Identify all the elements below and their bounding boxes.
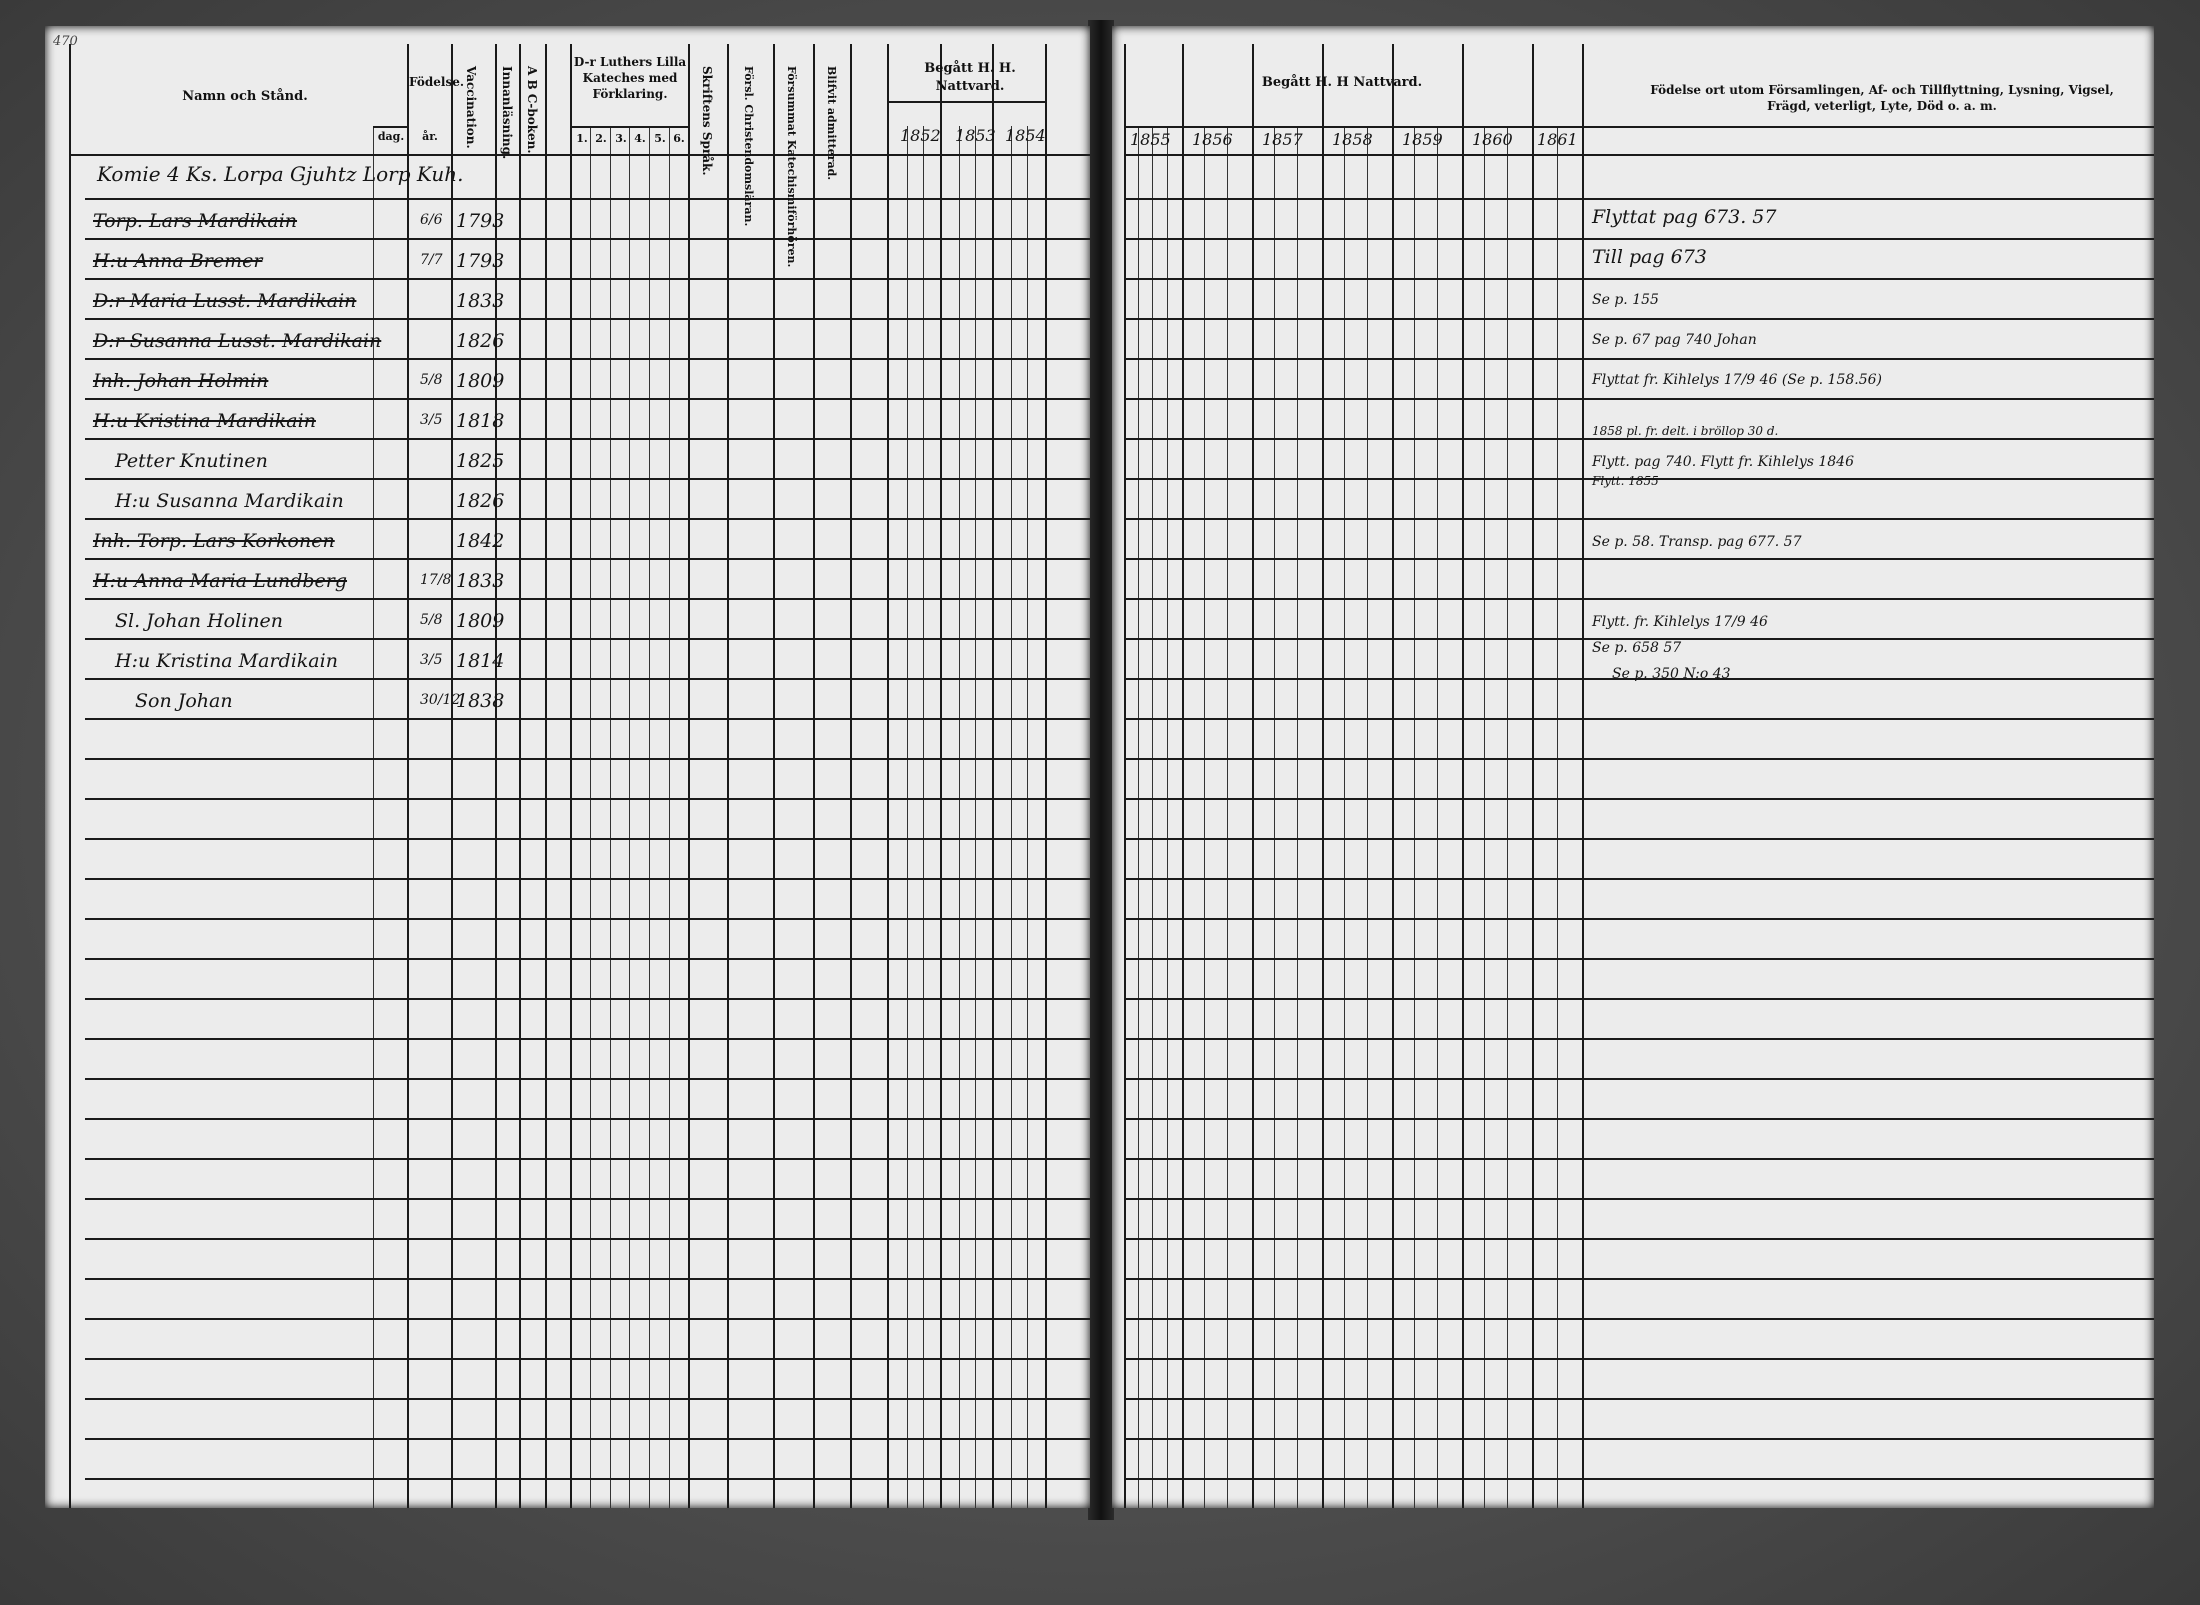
catechism-col-2: 2. — [595, 132, 607, 145]
remark: Till pag 673 — [1592, 246, 1707, 268]
remark: Flyttat fr. Kihlelys 17/9 46 (Se p. 158.56) — [1592, 372, 1883, 388]
remark: Se p. 658 57 — [1592, 640, 1682, 656]
header-vaccination: Vaccination. — [464, 66, 478, 149]
person-birth-year: 1838 — [456, 690, 505, 712]
person-name: H:u Kristina Mardikain — [115, 650, 338, 672]
person-birth-year: 1818 — [456, 410, 505, 432]
person-name: H:u Anna Maria Lundberg — [93, 570, 348, 592]
remark: Se p. 155 — [1592, 292, 1659, 308]
remark: 1858 pl. fr. delt. i bröllop 30 d. — [1592, 424, 1779, 438]
page-number: 470 — [53, 34, 78, 49]
person-birth-day: 3/5 — [420, 652, 443, 668]
header-birth-year: år. — [422, 130, 438, 143]
year-1861: 1861 — [1537, 130, 1578, 149]
catechism-col-6: 6. — [673, 132, 685, 145]
year-1859: 1859 — [1402, 130, 1443, 149]
remark: Se p. 67 pag 740 Johan — [1592, 332, 1757, 348]
header-communion-left: Begått H. H. Nattvard. — [924, 61, 1016, 94]
book-spine — [1088, 20, 1114, 1520]
person-name: Inh. Torp. Lars Korkonen — [93, 530, 335, 552]
header-birth-day: dag. — [377, 130, 405, 143]
person-birth-year: 1809 — [456, 370, 505, 392]
person-birth-year: 1793 — [456, 250, 505, 272]
header-luther-catechism: D-r Luthers Lilla Kateches med Förklaring. — [573, 55, 687, 102]
catechism-col-4: 4. — [634, 132, 646, 145]
person-name: Son Johan — [135, 690, 233, 712]
catechism-col-1: 1. — [576, 132, 588, 145]
remark: Flytt. fr. Kihlelys 17/9 46 — [1592, 614, 1768, 630]
header-missed-catechism: Försummat Katechismiförhören. — [785, 66, 798, 268]
person-birth-day: 6/6 — [420, 212, 443, 228]
year-1860: 1860 — [1472, 130, 1513, 149]
header-christendom: Försl. Christendomsläran. — [742, 66, 755, 227]
year-1853: 1853 — [955, 126, 996, 145]
person-name: H:u Susanna Mardikain — [115, 490, 344, 512]
person-birth-year: 1826 — [456, 490, 505, 512]
person-name: D:r Maria Lusst. Mardikain — [93, 290, 357, 312]
year-1852: 1852 — [900, 126, 941, 145]
person-name: D:r Susanna Lusst. Mardikain — [93, 330, 382, 352]
person-birth-year: 1833 — [456, 290, 505, 312]
person-birth-day: 7/7 — [420, 252, 443, 268]
person-name: Torp. Lars Mardikain — [93, 210, 298, 232]
header-communion-right: Begått H. H Nattvard. — [1261, 75, 1423, 90]
header-remarks: Födelse ort utom Församlingen, Af- och Tillflyttning, Lysning, Vigsel, Frägd, veterligt, Lyte, Död o. a. m. — [1650, 83, 2114, 114]
left-page — [45, 26, 1090, 1508]
person-birth-year: 1842 — [456, 530, 505, 552]
person-name: Inh. Johan Holmin — [93, 370, 269, 392]
person-name: H:u Kristina Mardikain — [93, 410, 316, 432]
header-abc: A B C-boken. — [525, 66, 539, 154]
year-1857: 1857 — [1262, 130, 1303, 149]
person-name: Sl. Johan Holinen — [115, 610, 283, 632]
person-birth-day: 5/8 — [420, 372, 443, 388]
year-1855: 1855 — [1130, 130, 1171, 149]
year-1854: 1854 — [1005, 126, 1046, 145]
catechism-col-3: 3. — [615, 132, 627, 145]
person-birth-year: 1826 — [456, 330, 505, 352]
person-birth-day: 17/8 — [420, 572, 452, 588]
remark: Se p. 58. Transp. pag 677. 57 — [1592, 534, 1802, 550]
person-birth-day: 3/5 — [420, 412, 443, 428]
person-birth-year: 1814 — [456, 650, 505, 672]
person-birth-year: 1809 — [456, 610, 505, 632]
year-1858: 1858 — [1332, 130, 1373, 149]
person-birth-year: 1825 — [456, 450, 505, 472]
header-scripture-language: Skriftens Språk. — [700, 66, 714, 176]
right-page — [1112, 26, 2154, 1508]
header-reading: Innanläsning. — [500, 66, 514, 160]
person-name: Petter Knutinen — [115, 450, 268, 472]
remark: Se p. 350 N:o 43 — [1612, 666, 1731, 682]
person-name: H:u Anna Bremer — [93, 250, 263, 272]
header-admitted: Blifvit admitterad. — [825, 66, 838, 181]
header-birth: Födelse. — [409, 75, 465, 89]
remark: Flyttat pag 673. 57 — [1592, 206, 1777, 228]
header-name: Namn och Stånd. — [182, 89, 308, 104]
person-birth-year: 1833 — [456, 570, 505, 592]
remark: Flytt. 1855 — [1592, 474, 1659, 488]
year-1856: 1856 — [1192, 130, 1233, 149]
person-birth-day: 5/8 — [420, 612, 443, 628]
person-birth-day: 30/12 — [420, 692, 461, 708]
remark: Flytt. pag 740. Flytt fr. Kihlelys 1846 — [1592, 454, 1855, 470]
household-title: Komie 4 Ks. Lorpa Gjuhtz Lorp Kuh. — [97, 162, 464, 186]
catechism-col-5: 5. — [654, 132, 666, 145]
person-birth-year: 1793 — [456, 210, 505, 232]
